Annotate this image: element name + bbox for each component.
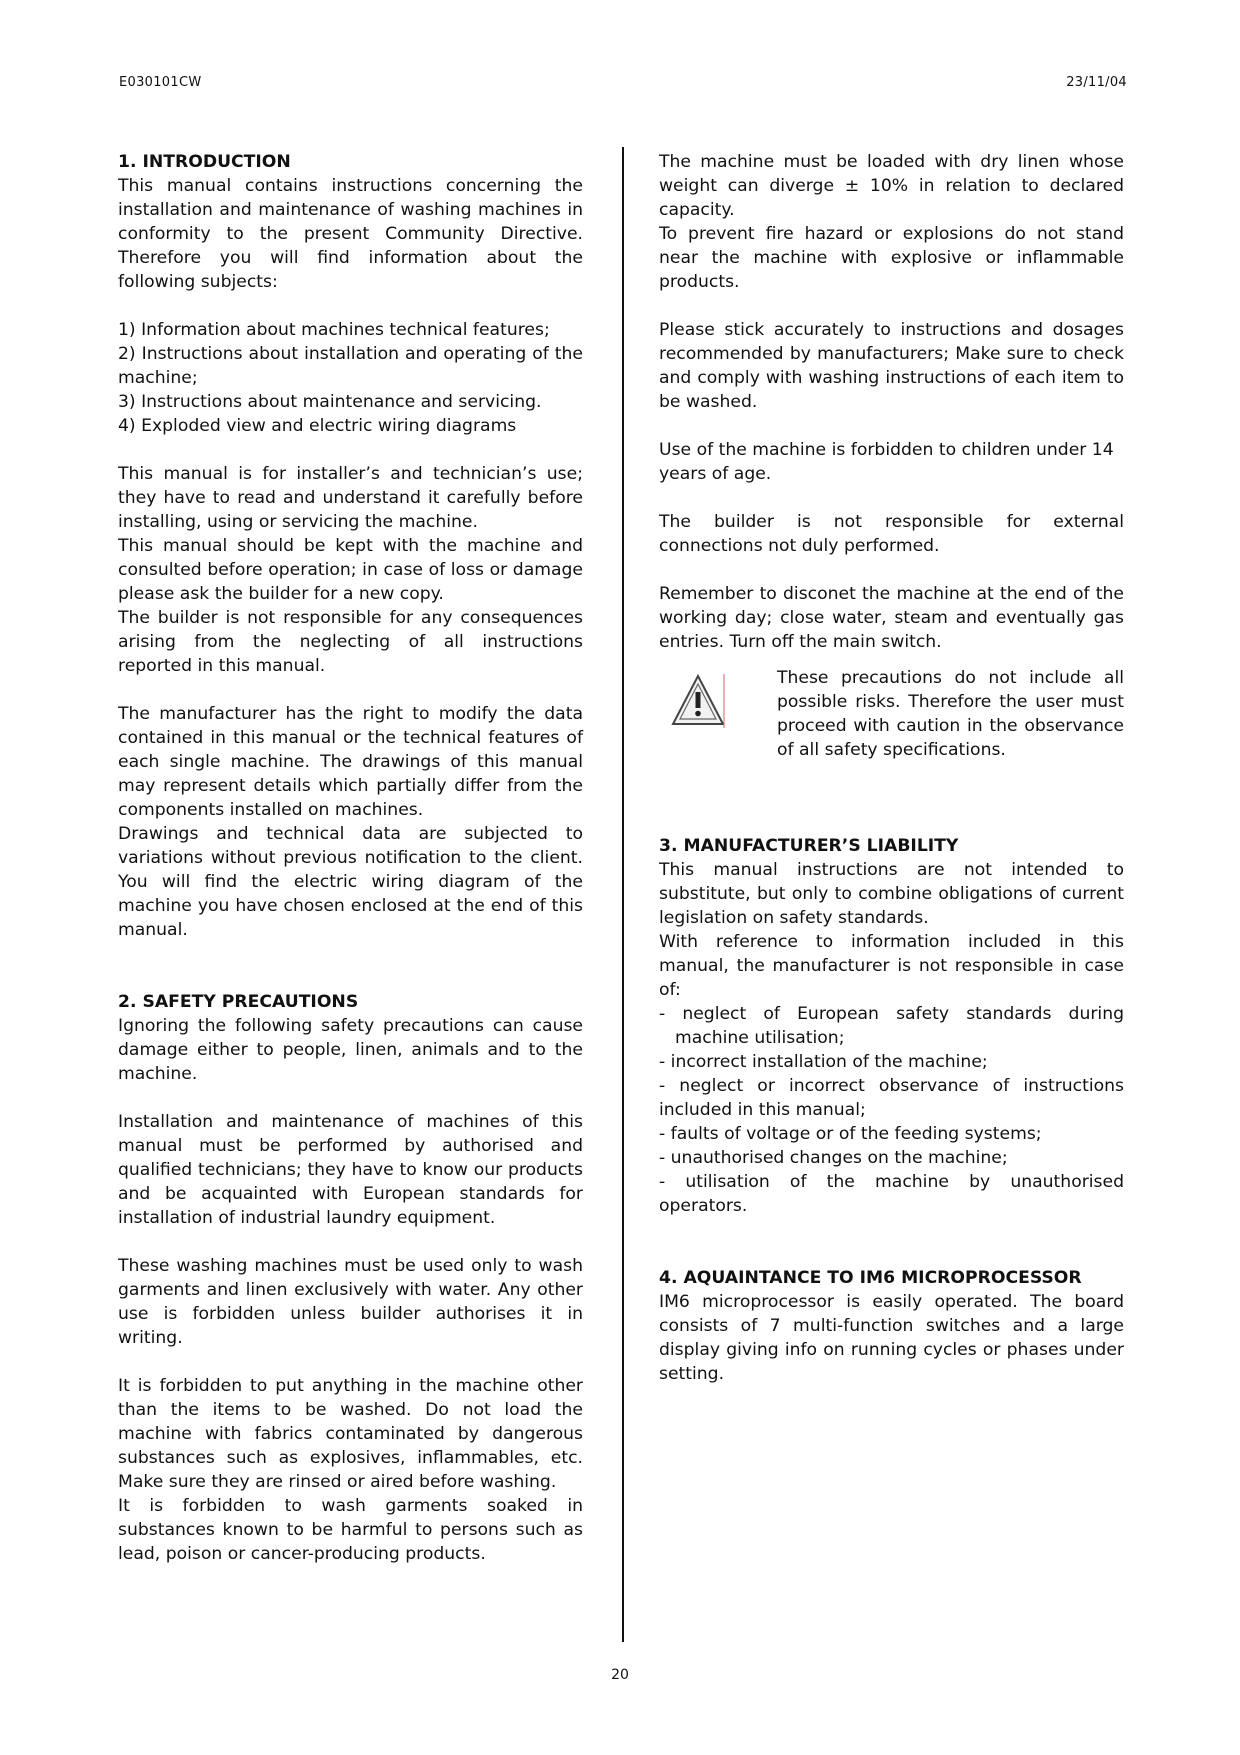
section-title-liability: 3. MANUFACTURER’S LIABILITY (659, 836, 959, 856)
warning-text: These precautions do not include all possible risks. Therefore the user must proceed with caution in the observance of all safety specifications. (777, 668, 1124, 760)
intro-paragraph: Drawings and technical data are subjected to variations without previous notification to the client. You will find the electric wiring diagram of the machine you have chosen enclosed at the end of this manual. (118, 824, 583, 940)
liability-item: - faults of voltage or of the feeding systems; (659, 1124, 1042, 1144)
left-column (118, 150, 583, 1566)
column-divider (622, 147, 624, 1642)
intro-paragraph: This manual contains instructions concerning the installation and maintenance of washing machines in conformity to the present Community Directive. Therefore you will find information about the following subjects: (118, 176, 583, 292)
intro-paragraph: This manual should be kept with the machine and consulted before operation; in case of loss or damage please ask the builder for a new copy. (118, 536, 583, 604)
liability-paragraph: This manual instructions are not intended to substitute, but only to combine obligations of current legislation on safety standards. (659, 860, 1124, 928)
safety-paragraph: Installation and maintenance of machines of this manual must be performed by authorised and qualified technicians; they have to know our products and be acquainted with European standards for installation of industrial laundry equipment. (118, 1112, 583, 1228)
safety-paragraph: Please stick accurately to instructions and dosages recommended by manufacturers; Make sure to check and comply with washing instructions of each item to be washed. (659, 320, 1124, 412)
section-title-safety: 2. SAFETY PRECAUTIONS (118, 992, 359, 1012)
safety-paragraph: Ignoring the following safety precautions can cause damage either to people, linen, animals and to the machine. (118, 1016, 583, 1084)
section-title-microprocessor: 4. AQUAINTANCE TO IM6 MICROPROCESSOR (659, 1268, 1082, 1288)
liability-item: - incorrect installation of the machine; (659, 1052, 988, 1072)
liability-item: - unauthorised changes on the machine; (659, 1148, 1008, 1168)
safety-paragraph: To prevent fire hazard or explosions do not stand near the machine with explosive or inflammable products. (659, 224, 1124, 292)
safety-paragraph: These washing machines must be used only to wash garments and linen exclusively with water. Any other use is forbidden unless builder authorises it in writing. (118, 1256, 583, 1348)
safety-paragraph: The machine must be loaded with dry linen whose weight can diverge ± 10% in relation to declared capacity. (659, 152, 1124, 220)
intro-paragraph: This manual is for installer’s and technician’s use; they have to read and understand it carefully before installing, using or servicing the machine. (118, 464, 583, 532)
intro-paragraph: The manufacturer has the right to modify the data contained in this manual or the technical features of each single machine. The drawings of this manual may represent details which partially differ from the components installed on machines. (118, 704, 583, 820)
intro-paragraph: The builder is not responsible for any consequences arising from the neglecting of all instructions reported in this manual. (118, 608, 583, 676)
safety-paragraph: It is forbidden to wash garments soaked in substances known to be harmful to persons such as lead, poison or cancer-producing products. (118, 1496, 583, 1564)
list-item: 3) Instructions about maintenance and servicing. (118, 392, 542, 412)
section-title-introduction: 1. INTRODUCTION (118, 152, 291, 172)
document-date: 23/11/04 (1066, 75, 1127, 90)
list-item: 1) Information about machines technical features; (118, 320, 550, 340)
safety-paragraph: Remember to disconet the machine at the end of the working day; close water, steam and eventually gas entries. Turn off the main switch. (659, 584, 1124, 652)
right-column (659, 150, 1124, 1386)
document-code: E030101CW (119, 75, 202, 90)
page-number: 20 (611, 1667, 629, 1683)
liability-item: - neglect of European safety standards during machine utilisation; (659, 1004, 1124, 1048)
list-item: 2) Instructions about installation and operating of the machine; (118, 344, 583, 388)
safety-paragraph: It is forbidden to put anything in the machine other than the items to be washed. Do not load the machine with fabrics contaminated by dangerous substances such as explosives, inflammables, etc. Make sure they are rinsed or aired before washing. (118, 1376, 583, 1492)
safety-paragraph: Use of the machine is forbidden to children under 14 years of age. (659, 440, 1114, 484)
warning-note (659, 666, 1124, 810)
list-item: 4) Exploded view and electric wiring diagrams (118, 416, 517, 436)
liability-item: - neglect or incorrect observance of instructions included in this manual; (659, 1076, 1124, 1120)
liability-item: - utilisation of the machine by unauthorised operators. (659, 1172, 1124, 1216)
liability-paragraph: With reference to information included in this manual, the manufacturer is not responsible in case of: (659, 932, 1124, 1000)
warning-triangle-icon (669, 672, 727, 730)
microprocessor-paragraph: IM6 microprocessor is easily operated. The board consists of 7 multi-function switches and a large display giving info on running cycles or phases under setting. (659, 1292, 1124, 1384)
safety-paragraph: The builder is not responsible for external connections not duly performed. (659, 512, 1124, 556)
